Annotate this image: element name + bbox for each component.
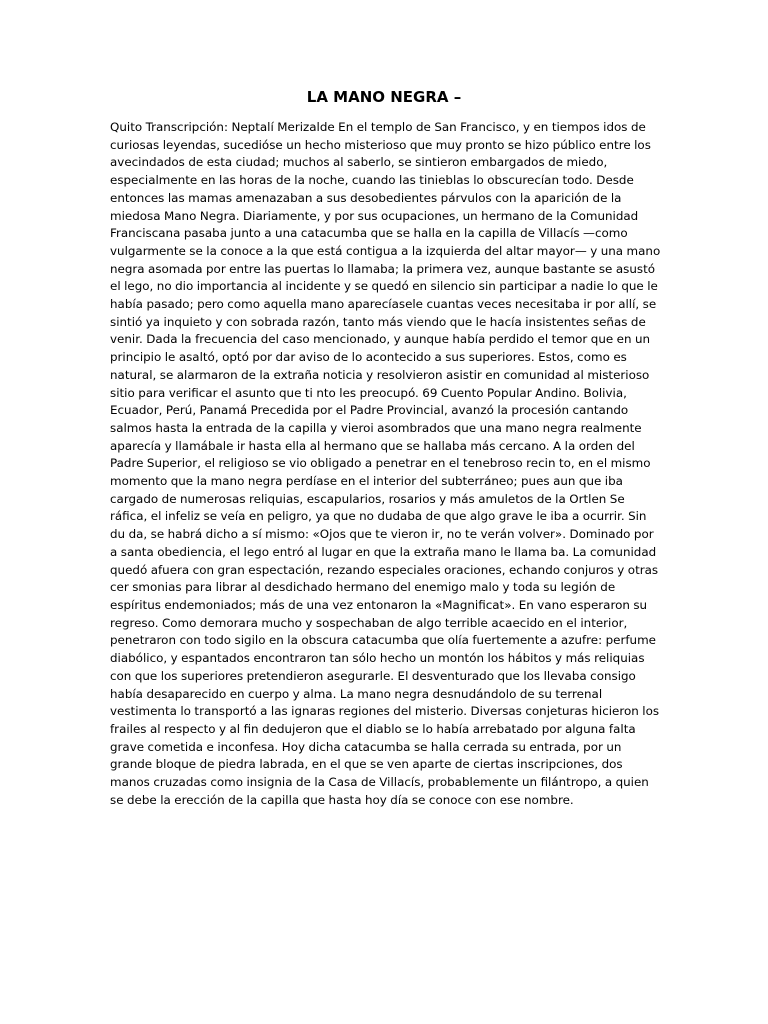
document-title: LA MANO NEGRA – <box>306 88 462 106</box>
document-body-paragraph: Quito Transcripción: Neptalí Merizalde En el templo de San Francisco, y en tiempos idos de curiosas leyendas, sucedióse un hecho misterioso que muy pronto se hizo público entre los avecindados de esta ciudad; muchos al saberlo, se sintieron embargados de miedo, especialmente en las horas de la noche, cuando las tinieblas lo obscurecían todo. Desde entonces las mamas amenazaban a sus desobedientes párvulos con la aparición de la miedosa Mano Negra. Diariamente, y por sus ocupaciones, un hermano de la Comunidad Franciscana pasaba junto a una catacumba que se halla en la capilla de Villacís —como vulgarmente se la conoce a la que está contigua a la izquierda del altar mayor— y una mano negra asomada por entre las puertas lo llamaba; la primera vez, aunque bastante se asustó el lego, no dio importancia al incidente y se quedó en silencio sin participar a nadie lo que le había pasado; pero como aquella mano aparecíasele cuantas veces necesitaba ir por allí, se sintió ya inquieto y con sobrada razón, tanto más viendo que le hacía insistentes señas de venir. Dada la frecuencia del caso mencionado, y aunque había perdido el temor que en un principio le asaltó, optó por dar aviso de lo acontecido a sus superiores. Estos, como es natural, se alarmaron de la extraña noticia y resolvieron asistir en comunidad al misterioso sitio para verificar el asunto que ti nto les preocupó. 69 Cuento Popular Andino. Bolivia, Ecuador, Perú, Panamá Precedida por el Padre Provincial, avanzó la procesión cantando salmos hasta la entrada de la capilla y vieroi asombrados que una mano negra realmente aparecía y llamábale ir hasta ella al hermano que se hallaba más cercano. A la orden del Padre Superior, el religioso se vio obligado a penetrar en el tenebroso recin to, en el mismo momento que la mano negra perdíase en el interior del subterráneo; pues aun que iba cargado de numerosas reliquias, escapularios, rosarios y más amuletos de la Ortlen Se ráfica, el infeliz se veía en peligro, ya que no dudaba de que algo grave le iba a ocurrir. Sin du da, se habrá dicho a sí mismo: «Ojos que te vieron ir, no te verán volver». Dominado por a santa obediencia, el lego entró al lugar en que la extraña mano le llama ba. La comunidad quedó afuera con gran espectación, rezando especiales oraciones, echando conjuros y otras cer smonias para librar al desdichado hermano del enemigo malo y toda su legión de espíritus endemoniados; más de una vez entonaron la «Magnificat». En vano esperaron su regreso. Como demorara mucho y sospechaban de algo terrible acaecido en el interior, penetraron con todo sigilo en la obscura catacumba que olía fuertemente a azufre: perfume diabólico, y espantados encontraron tan sólo hecho un montón los hábitos y más reliquias con que los superiores pretendieron asegurarle. El desventurado que los llevaba consigo había desaparecido en cuerpo y alma. La mano negra desnudándolo de su terrenal vestimenta lo transportó a las ignaras regiones del misterio. Diversas conjeturas hicieron los frailes al respecto y al fin dedujeron que el diablo se lo había arrebatado por alguna falta grave cometida e inconfesa. Hoy dicha catacumba se halla cerrada su entrada, por un grande bloque de piedra labrada, en el que se ven aparte de ciertas inscripciones, dos manos cruzadas como insignia de la Casa de Villacís, probablemente un filántropo, a quien se debe la erección de la capilla que hasta hoy día se conoce con ese nombre. <box>110 120 661 807</box>
